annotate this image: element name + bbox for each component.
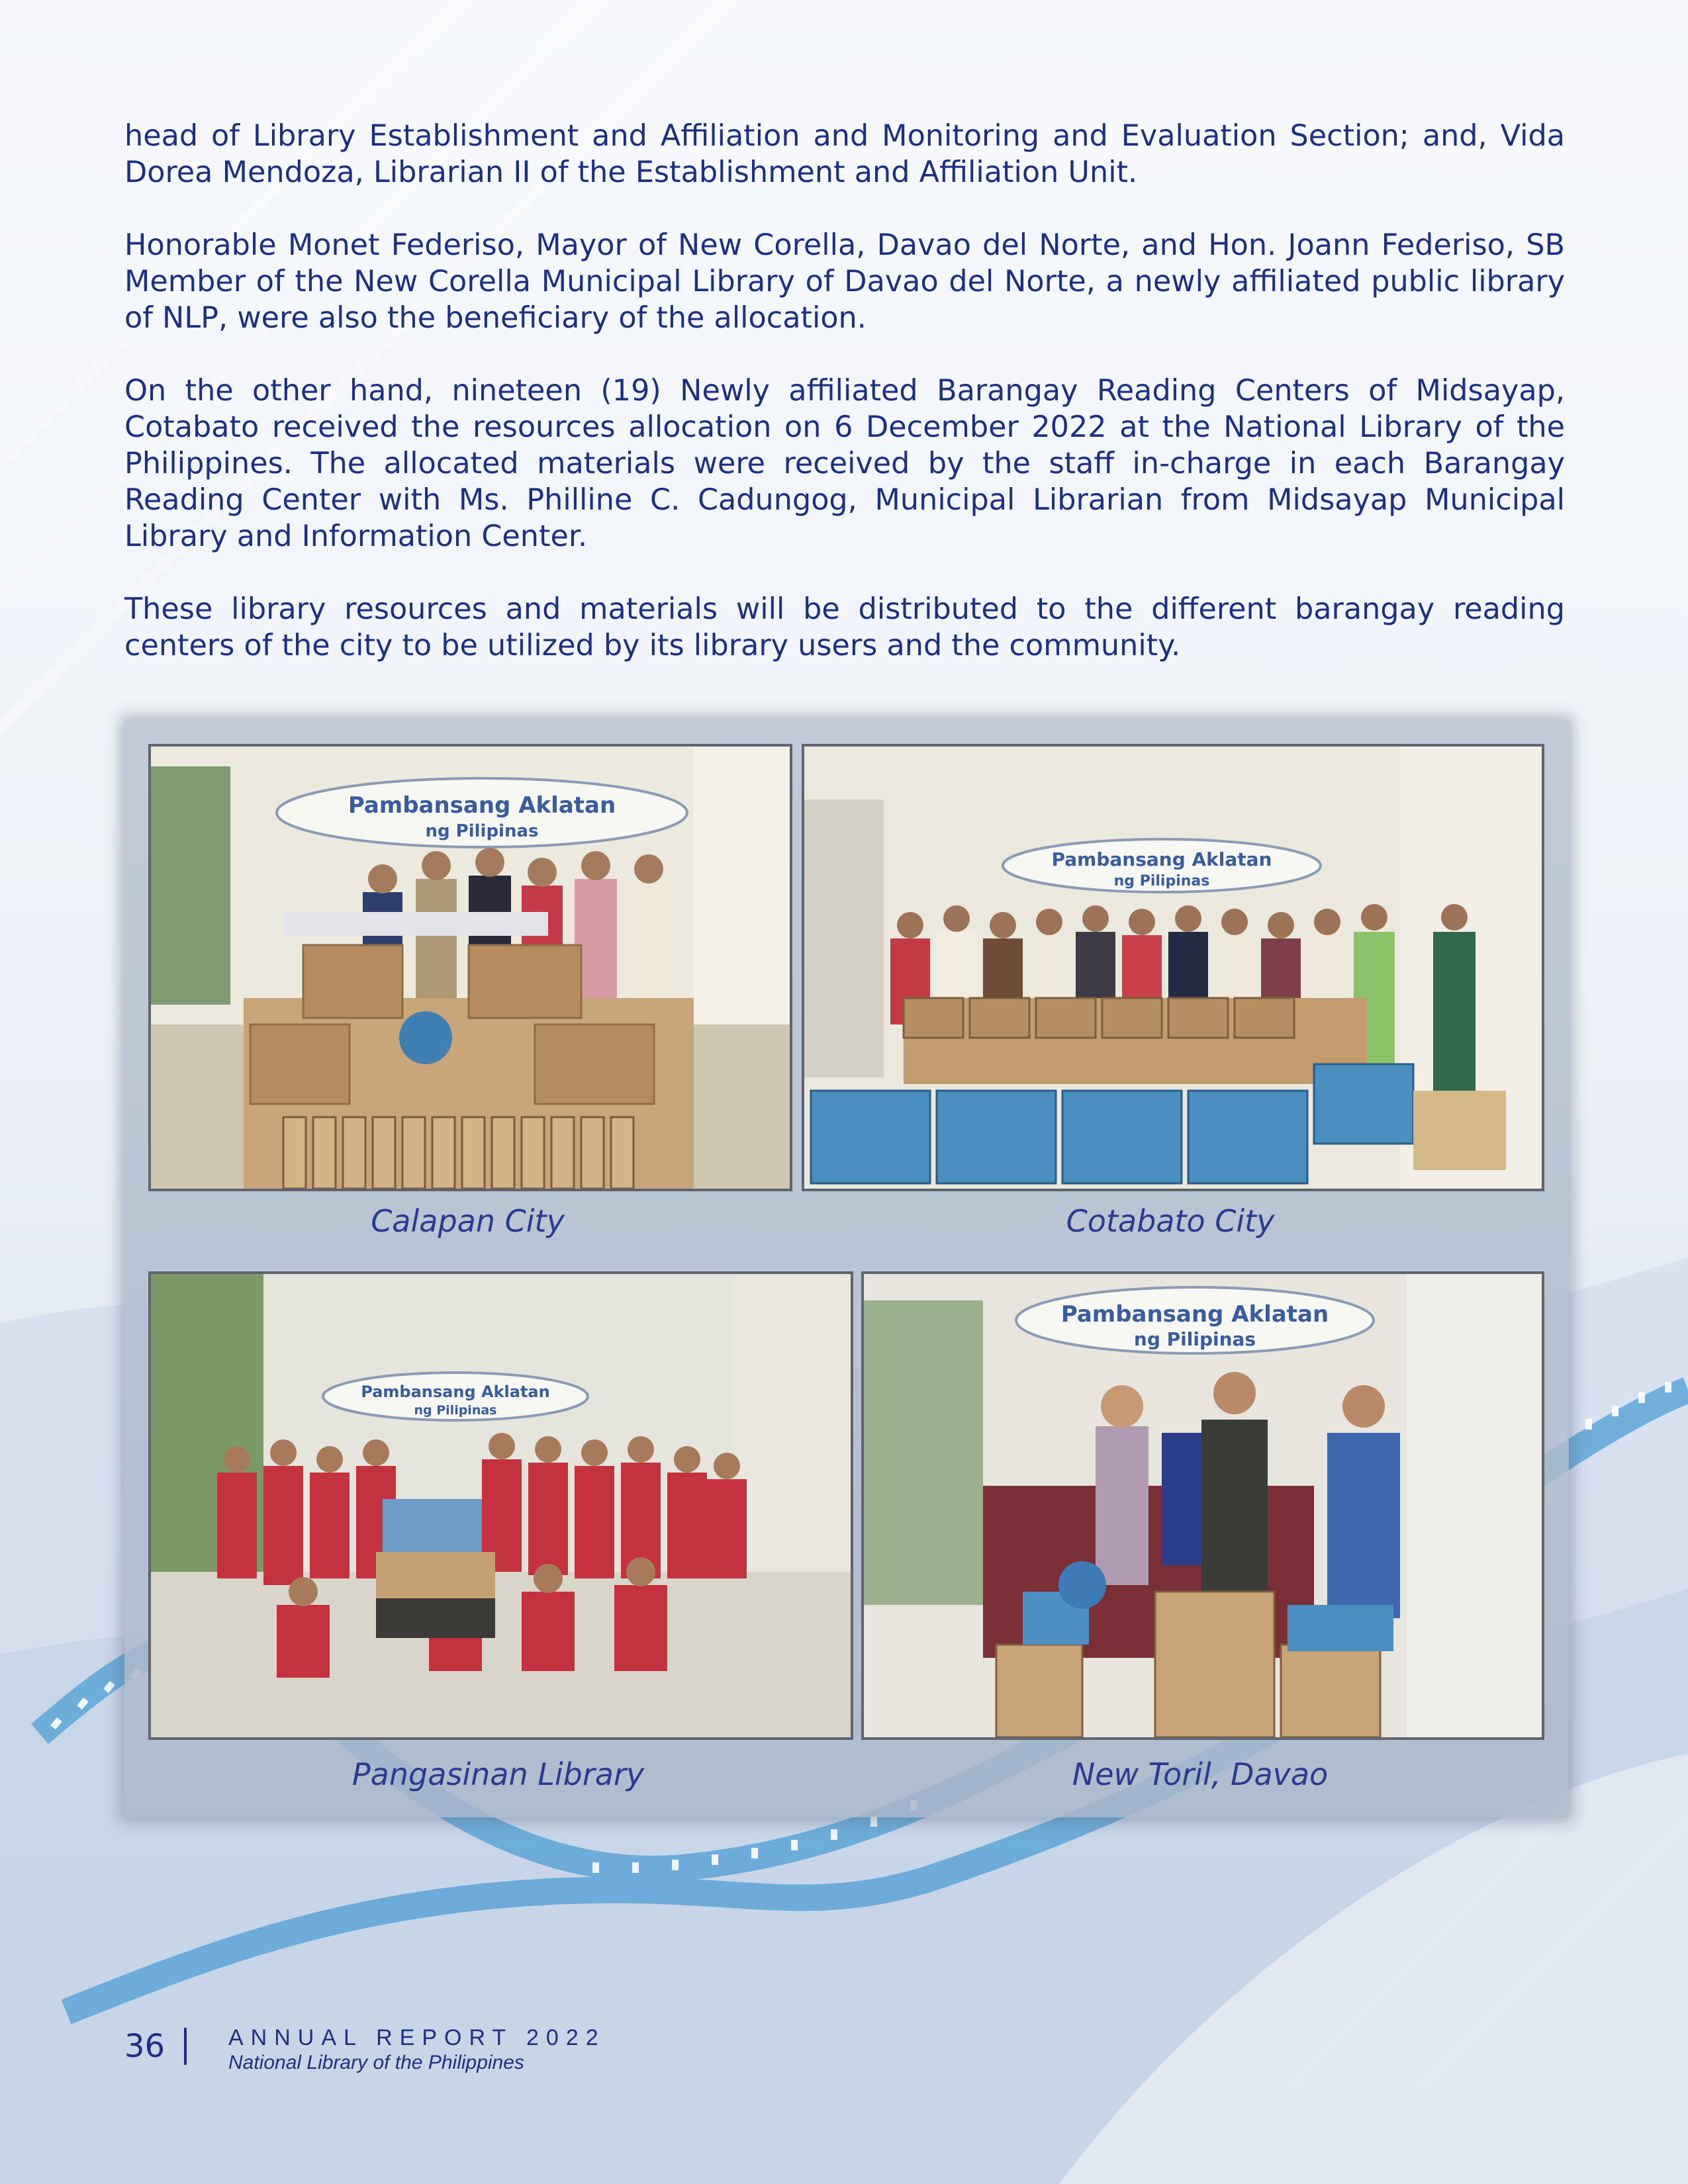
banner-subtext-2: ng Pilipinas [1113, 873, 1210, 889]
banner-text-3: Pambansang Aklatan [361, 1383, 550, 1401]
paragraph-3: On the other hand, nineteen (19) Newly affiliated Barangay Reading Centers of Midsayap, Cotabato received the resources allocation on 6 December 2022 at the National Library of the Philippines. The allocated materials were received by the staff in-charge in each Barangay Reading Center with Ms. Philline C. Cadungog, Municipal Librarian from Midsayap Municipal Library and Information Center. [124, 374, 1565, 553]
caption-calapan-city: Calapan City [371, 1203, 565, 1239]
banner-text-2: Pambansang Aklatan [1051, 848, 1272, 870]
paragraph-1: head of Library Establishment and Affiliation and Monitoring and Evaluation Section; and, Vida Dorea Mendoza, Librarian II of the Establishment and Affiliation Unit. [124, 119, 1565, 189]
caption-cotabato-city: Cotabato City [1066, 1203, 1275, 1239]
photo-cotabato-city [802, 744, 1544, 1191]
banner-text-1: Pambansang Aklatan [348, 792, 616, 819]
photo-new-toril-davao [861, 1271, 1544, 1740]
caption-new-toril-davao: New Toril, Davao [1072, 1756, 1329, 1792]
page-number: 36 [124, 2028, 165, 2065]
banner-subtext-1: ng Pilipinas [425, 821, 539, 841]
banner-subtext-3: ng Pilipinas [414, 1403, 497, 1418]
photo-calapan-city [148, 744, 792, 1191]
article-body [124, 118, 1565, 700]
banner-subtext-4: ng Pilipinas [1133, 1328, 1256, 1350]
paragraph-4: These library resources and materials will be distributed to the different barangay reading centers of the city to be utilized by its library users and the community. [124, 592, 1565, 662]
footer-organization: National Library of the Philippines [228, 2052, 524, 2073]
footer-divider [184, 2028, 187, 2065]
paragraph-2: Honorable Monet Federiso, Mayor of New Corella, Davao del Norte, and Hon. Joann Federiso, SB Member of the New Corella Municipal Library of Davao del Norte, a newly affiliated public library of NLP, were also the beneficiary of the allocation. [124, 228, 1565, 335]
photo-pangasinan-library [148, 1271, 853, 1740]
caption-pangasinan-library: Pangasinan Library [352, 1756, 645, 1792]
footer-report-title: ANNUAL REPORT 2022 [228, 2025, 606, 2050]
banner-text-4: Pambansang Aklatan [1060, 1301, 1329, 1328]
